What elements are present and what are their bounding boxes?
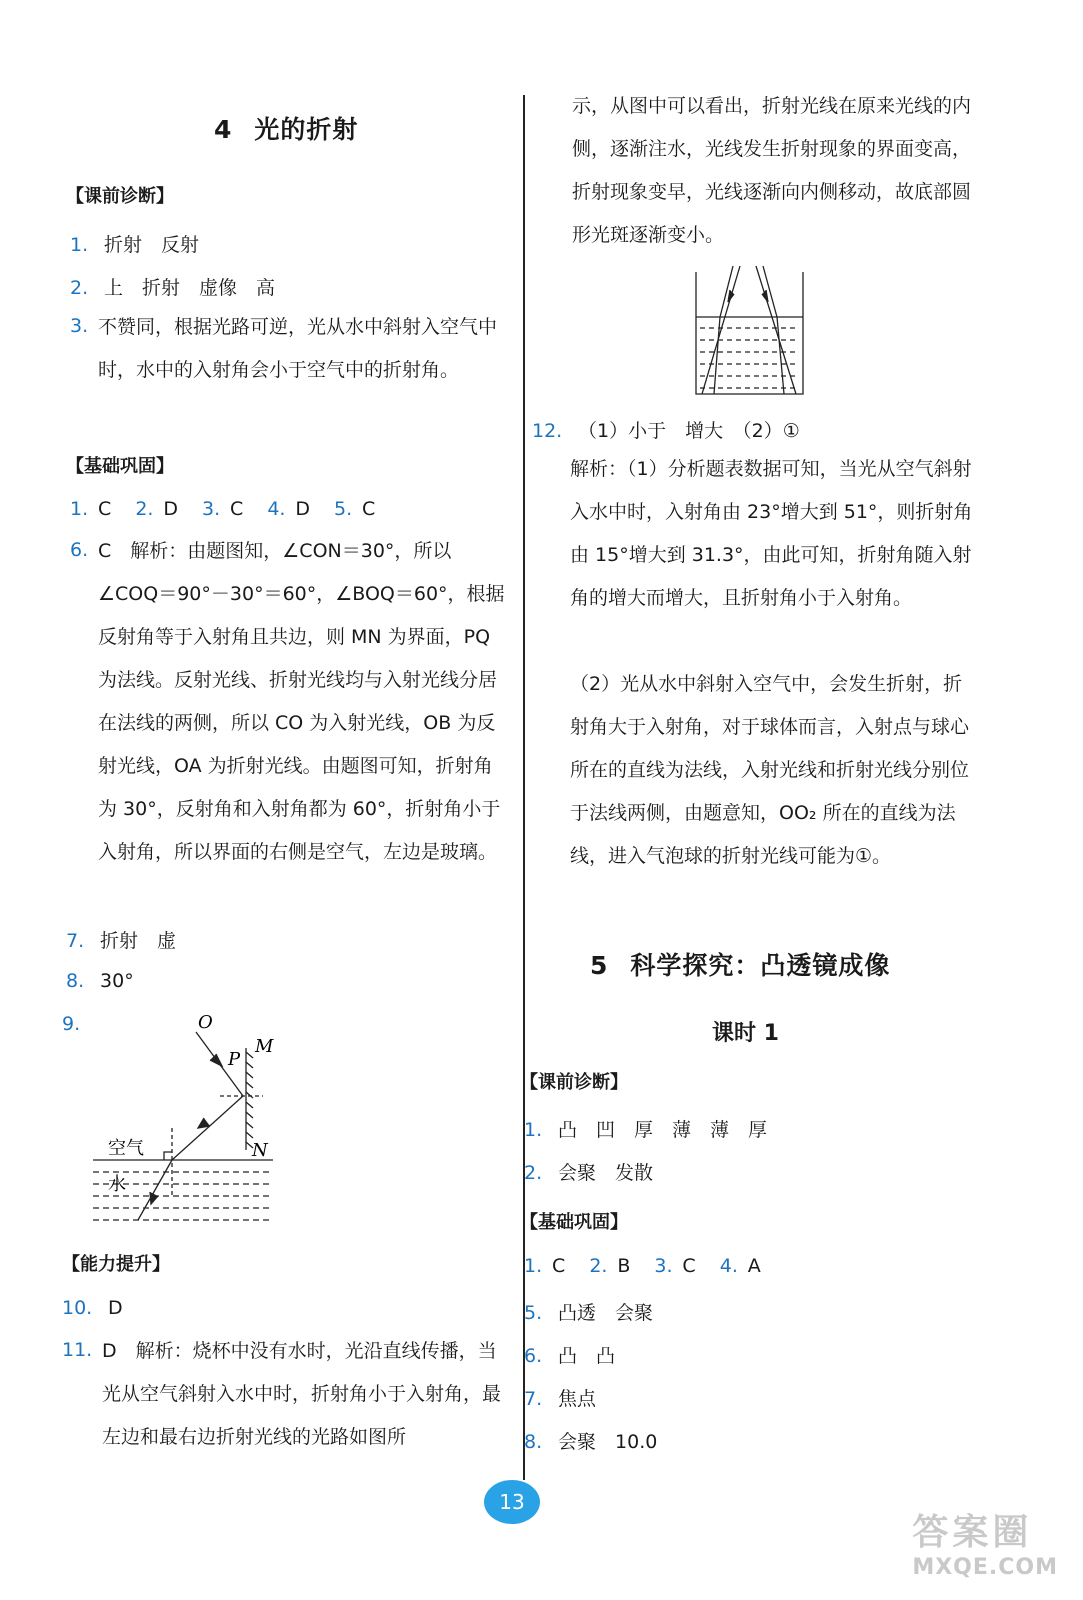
right-pre-2-text: 会聚 发散 [558, 1162, 654, 1184]
label-air: 空气 [108, 1138, 144, 1159]
question-7 [66, 926, 176, 953]
question-12 [532, 416, 800, 443]
right-item-8 [524, 1427, 657, 1454]
label-M: M [255, 1036, 274, 1057]
mc-3-answer: C [230, 498, 244, 520]
basic-mc-row [70, 498, 375, 520]
label-O: O [198, 1012, 213, 1033]
right-pre-1-num: 1. [524, 1119, 543, 1141]
mc-1-num: 1. [70, 498, 89, 520]
r-item-6-num: 6. [524, 1345, 543, 1367]
question-11-continued [572, 85, 977, 257]
lesson-title: 课时 1 [712, 1021, 779, 1046]
r-mc-1-answer: C [552, 1255, 566, 1277]
r-item-5-text: 凸透 会聚 [558, 1302, 654, 1324]
q12-text: （1）小于 增大 （2）① [578, 420, 800, 442]
q11-cont-text: 示，从图中可以看出，折射光线在原来光线的内侧，逐渐注水，光线发生折射现象的界面变高，折射现象变早，光线逐渐向内侧移动，故底部圆形光斑逐渐变小。 [572, 95, 972, 246]
watermark-line-2: MXQE.COM [912, 1555, 1058, 1580]
q8-num: 8. [66, 970, 85, 992]
tag-ability: 【能力提升】 [62, 1254, 170, 1275]
pre-item-3 [70, 306, 510, 392]
right-item-6 [524, 1341, 615, 1368]
watermark-line-1: 答案圈 [912, 1512, 1033, 1553]
q7-text: 折射 虚 [100, 930, 177, 952]
q6-text: C 解析：由题图知，∠CON＝30°，所以∠COQ＝90°－30°＝60°，∠BOQ＝60°，根据反射角等于入射角且共边，则 MN 为界面，PQ 为法线。反射光线、折射光线均与入射光线分居在法线的两侧，所以 CO 为入射光线，OB 为反射光线，OA 为折射光线。由题图可知，折射角为 30°，反射角和入射角都为 60°，折射角小于入射角，所以界面的右侧是空气，左边是玻璃。 [98, 540, 505, 863]
page-number: 13 [484, 1480, 540, 1524]
q9-refraction-diagram [88, 1010, 288, 1225]
pre-item-3-text: 不赞同，根据光路可逆，光从水中斜射入空气中时，水中的入射角会小于空气中的折射角。 [98, 316, 498, 381]
right-pre-1-text: 凸 凹 厚 薄 薄 厚 [558, 1119, 768, 1141]
q8-text: 30° [100, 970, 134, 992]
tag-basic: 【基础巩固】 [66, 456, 174, 477]
q10-text: D [108, 1297, 123, 1319]
label-P: P [228, 1049, 241, 1070]
question-6 [70, 530, 510, 874]
pre-item-1-num: 1. [70, 234, 89, 256]
right-pre-item-2 [524, 1158, 653, 1185]
r-mc-1-num: 1. [524, 1255, 543, 1277]
right-tag-pre-diagnosis: 【课前诊断】 [520, 1072, 628, 1093]
right-item-7 [524, 1384, 596, 1411]
pre-item-2-text: 上 折射 虚像 高 [104, 277, 276, 299]
r-mc-2-num: 2. [589, 1255, 608, 1277]
right-pre-2-num: 2. [524, 1162, 543, 1184]
question-9 [62, 1013, 90, 1035]
mc-5-answer: C [362, 498, 376, 520]
q11-text: D 解析：烧杯中没有水时，光沿直线传播，当光从空气斜射入水中时，折射角小于入射角，最左边和最右边折射光线的光路如图所 [102, 1340, 502, 1448]
r-mc-3-answer: C [682, 1255, 696, 1277]
mc-3-num: 3. [202, 498, 221, 520]
mc-1-answer: C [98, 498, 112, 520]
pre-item-2-num: 2. [70, 277, 89, 299]
pre-item-3-num: 3. [70, 315, 89, 337]
mc-5-num: 5. [334, 498, 353, 520]
question-11 [62, 1330, 512, 1459]
r-item-8-num: 8. [524, 1431, 543, 1453]
right-item-5 [524, 1298, 653, 1325]
r-item-8-text: 会聚 10.0 [558, 1431, 658, 1453]
mc-2-answer: D [163, 498, 178, 520]
r-mc-2-answer: B [617, 1255, 631, 1277]
question-8 [66, 970, 134, 992]
q10-num: 10. [62, 1297, 93, 1319]
q12-analysis-2 [570, 663, 975, 878]
mc-2-num: 2. [135, 498, 154, 520]
q12-num: 12. [532, 420, 563, 442]
section-5-number: 5 [590, 951, 609, 980]
r-item-7-text: 焦点 [558, 1388, 597, 1410]
section-4-title [214, 110, 358, 146]
q12-analysis-2-text: （2）光从水中斜射入空气中，会发生折射，折射角大于入射角，对于球体而言，入射点与球心所在的直线为法线，入射光线和折射光线分别位于法线两侧，由题意知，OO₂ 所在的直线为法线，进入气泡球的折射光线可能为①。 [570, 673, 970, 867]
section-5-title [590, 946, 890, 982]
pre-item-1 [70, 230, 199, 257]
mc-4-num: 4. [267, 498, 286, 520]
r-mc-3-num: 3. [654, 1255, 673, 1277]
label-water: 水 [108, 1174, 126, 1195]
q11-num: 11. [62, 1339, 93, 1361]
q6-num: 6. [70, 539, 89, 561]
right-basic-mc-row [524, 1255, 761, 1277]
r-item-7-num: 7. [524, 1388, 543, 1410]
q12-analysis-1 [570, 448, 975, 620]
r-item-5-num: 5. [524, 1302, 543, 1324]
q12-analysis-1-text: 解析：（1）分析题表数据可知，当光从空气斜射入水中时，入射角由 23°增大到 51°，则折射角由 15°增大到 31.3°，由此可知，折射角随入射角的增大而增大，且折射角小于入射角。 [570, 458, 973, 609]
section-4-number: 4 [214, 115, 233, 144]
q9-num: 9. [62, 1013, 81, 1035]
tag-pre-diagnosis: 【课前诊断】 [66, 186, 174, 207]
q11-beaker-diagram [688, 262, 808, 397]
question-10 [62, 1297, 123, 1319]
r-mc-4-answer: A [747, 1255, 761, 1277]
right-pre-item-1 [524, 1115, 767, 1142]
label-N: N [252, 1140, 268, 1161]
pre-item-2 [70, 273, 275, 300]
section-5-name: 科学探究：凸透镜成像 [630, 951, 891, 980]
section-4-name: 光的折射 [254, 115, 359, 144]
r-mc-4-num: 4. [719, 1255, 738, 1277]
pre-item-1-text: 折射 反射 [104, 234, 200, 256]
watermark [912, 1504, 1058, 1580]
r-item-6-text: 凸 凸 [558, 1345, 616, 1367]
mc-4-answer: D [295, 498, 310, 520]
right-tag-basic: 【基础巩固】 [520, 1212, 628, 1233]
q7-num: 7. [66, 930, 85, 952]
